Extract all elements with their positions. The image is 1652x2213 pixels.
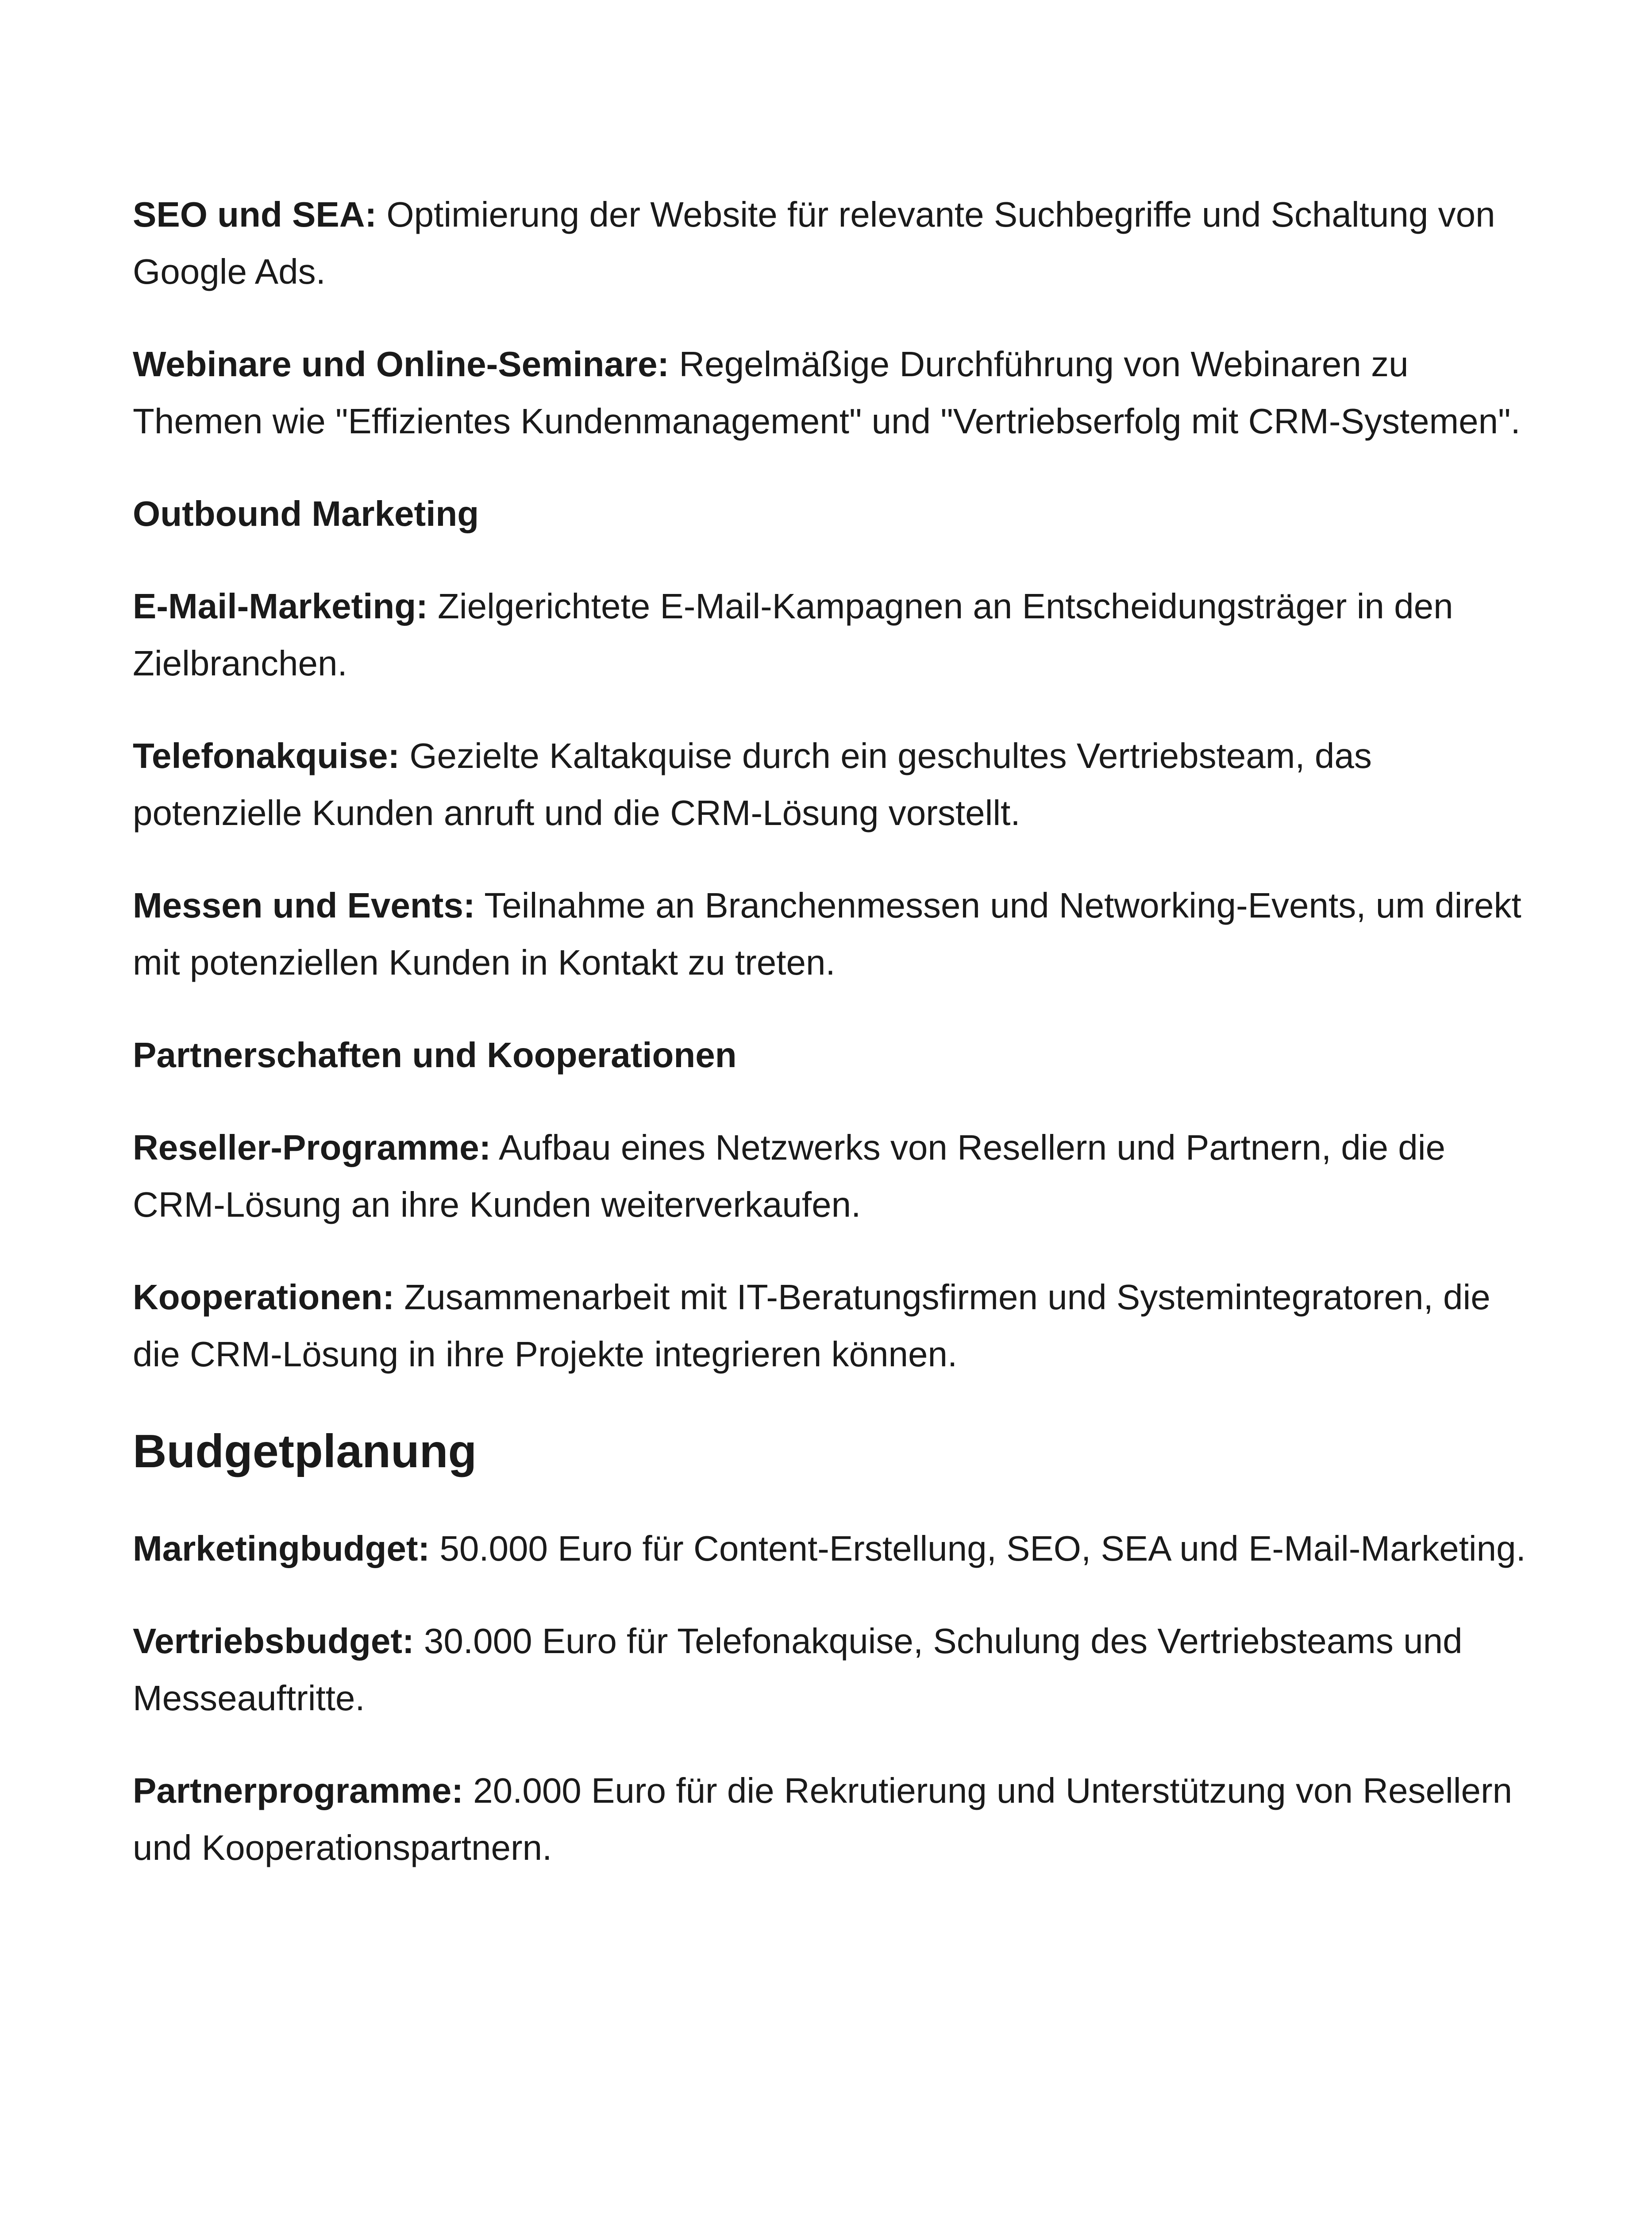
paragraph-text: Gezielte Kaltakquise durch ein geschultes Vertriebsteam, das potenzielle Kunden anruft und die CRM-Lösung vorstellt.: [133, 736, 1372, 833]
paragraph-label: Webinare und Online-Seminare:: [133, 344, 670, 384]
paragraph-kooperationen: [133, 1268, 1531, 1383]
paragraph-text: 30.000 Euro für Telefonakquise, Schulung des Vertriebsteams und Messeauftritte.: [133, 1621, 1463, 1718]
paragraph-marketingbudget: [133, 1520, 1531, 1577]
paragraph-label: Partnerprogramme:: [133, 1771, 463, 1810]
paragraph-email-marketing: [133, 578, 1531, 692]
paragraph-telefonakquise: [133, 727, 1531, 841]
paragraph-partnerprogramme: [133, 1762, 1531, 1876]
paragraph-label: Vertriebsbudget:: [133, 1621, 414, 1661]
paragraph-seo-sea: [133, 186, 1531, 300]
paragraph-label: SEO und SEA:: [133, 195, 377, 234]
paragraph-text: Optimierung der Website für relevante Suchbegriffe und Schaltung von Google Ads.: [133, 195, 1495, 291]
paragraph-text: 20.000 Euro für die Rekrutierung und Unterstützung von Resellern und Kooperationspartnern.: [133, 1771, 1513, 1867]
paragraph-label: Kooperationen:: [133, 1277, 395, 1317]
paragraph-reseller-programme: [133, 1119, 1531, 1233]
paragraph-label: E-Mail-Marketing:: [133, 586, 428, 626]
paragraph-text: Aufbau eines Netzwerks von Resellern und Partnern, die die CRM-Lösung an ihre Kunden weiterverkaufen.: [133, 1128, 1446, 1224]
paragraph-text: Regelmäßige Durchführung von Webinaren zu Themen wie "Effizientes Kundenmanagement" und "Vertriebserfolg mit CRM-Systemen".: [133, 344, 1521, 441]
paragraph-text: Zusammenarbeit mit IT-Beratungsfirmen und Systemintegratoren, die die CRM-Lösung in ihre Projekte integrieren können.: [133, 1277, 1490, 1374]
paragraph-label: Marketingbudget:: [133, 1529, 430, 1568]
subheading-partnerschaften: Partnerschaften und Kooperationen: [133, 1035, 737, 1075]
paragraph-webinare: [133, 335, 1531, 450]
paragraph-text: Teilnahme an Branchenmessen und Networking-Events, um direkt mit potenziellen Kunden in Kontakt zu treten.: [133, 886, 1521, 982]
heading-budgetplanung: Budgetplanung: [133, 1425, 477, 1477]
paragraph-messen-events: [133, 877, 1531, 991]
paragraph-label: Telefonakquise:: [133, 736, 400, 775]
paragraph-label: Reseller-Programme:: [133, 1128, 491, 1167]
paragraph-vertriebsbudget: [133, 1612, 1531, 1727]
paragraph-text: 50.000 Euro für Content-Erstellung, SEO, SEA und E-Mail-Marketing.: [439, 1529, 1526, 1568]
paragraph-text: Zielgerichtete E-Mail-Kampagnen an Entscheidungsträger in den Zielbranchen.: [133, 586, 1453, 683]
document-body: [133, 186, 1531, 1912]
paragraph-label: Messen und Events:: [133, 886, 475, 925]
subheading-outbound-marketing: Outbound Marketing: [133, 494, 479, 533]
